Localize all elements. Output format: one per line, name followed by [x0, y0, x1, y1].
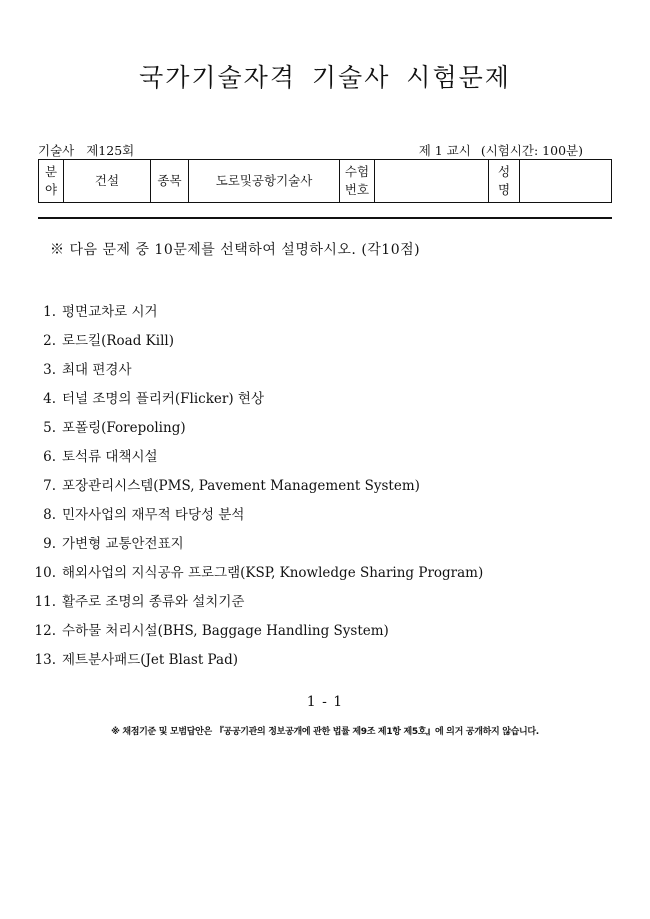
header-divider: [38, 217, 612, 219]
question-item: [38, 506, 483, 535]
field-label-cell: [39, 160, 64, 203]
question-text: 토석류 대책시설: [62, 449, 158, 465]
question-item: [38, 361, 483, 390]
question-text: 활주로 조명의 종류와 설치기준: [62, 594, 245, 610]
disclosure-footnote: ※ 채점기준 및 모범답안은 『공공기관의 정보공개에 관한 법률 제9조 제1항 제5호』에 의거 공개하지 않습니다.: [111, 727, 539, 737]
question-item: [38, 303, 483, 332]
question-number: 4.: [43, 391, 56, 407]
page-number: 1 - 1: [306, 694, 344, 710]
question-list: [34, 303, 484, 680]
question-item: [38, 535, 483, 564]
name-label-cell: [489, 160, 520, 203]
question-number: 1.: [43, 304, 56, 320]
question-number: 10.: [34, 565, 56, 581]
field-label-line-2: 야: [44, 182, 58, 197]
question-number: 7.: [43, 478, 56, 494]
question-item: [34, 651, 483, 680]
exam-number-label-line-2: 번호: [344, 182, 370, 197]
exam-number-label-cell: [340, 160, 375, 203]
question-text: 평면교차로 시거: [62, 304, 158, 320]
exam-title: 국가기술자격 기술사 시험문제: [139, 63, 511, 92]
question-number: 5.: [43, 420, 56, 436]
question-item: [34, 622, 483, 651]
question-text: 민자사업의 재무적 타당성 분석: [62, 507, 245, 523]
question-number: 9.: [43, 536, 56, 552]
question-item: [38, 448, 483, 477]
name-value-cell: [520, 160, 612, 203]
question-text: 가변형 교통안전표지: [62, 536, 184, 552]
question-item: [38, 332, 483, 361]
category-label-cell: 종목: [151, 160, 189, 203]
question-item: [34, 593, 483, 622]
category-value-cell: 도로및공항기술사: [189, 160, 340, 203]
instruction-text: ※ 다음 문제 중 10문제를 선택하여 설명하시오. (각10점): [50, 242, 421, 258]
question-text: 로드킬(Road Kill): [62, 333, 174, 349]
question-text: 포폴링(Forepoling): [62, 420, 186, 436]
exam-number-label-line-1: 수험: [344, 164, 370, 179]
exam-info-row: [38, 141, 583, 159]
exam-grade: 기술사: [38, 143, 75, 158]
question-text: 터널 조명의 플리커(Flicker) 현상: [62, 391, 265, 407]
question-item: [38, 419, 483, 448]
exam-round: 제125회: [86, 143, 135, 158]
question-number: 8.: [43, 507, 56, 523]
question-number: 13.: [34, 652, 56, 668]
question-item: [38, 390, 483, 419]
question-number: 11.: [34, 594, 56, 610]
question-number: 3.: [43, 362, 56, 378]
question-text: 포장관리시스템(PMS, Pavement Management System): [62, 478, 420, 494]
exam-header-table: [38, 159, 612, 203]
name-label-line-1: 성: [497, 164, 511, 179]
exam-period: 제 1 교시: [418, 143, 471, 158]
question-text: 수하물 처리시설(BHS, Baggage Handling System): [62, 623, 389, 639]
exam-time: (시험시간: 100분): [480, 143, 583, 158]
question-text: 해외사업의 지식공유 프로그램(KSP, Knowledge Sharing Program): [62, 565, 484, 581]
question-item: [38, 477, 483, 506]
question-number: 6.: [43, 449, 56, 465]
question-item: [34, 564, 484, 593]
exam-number-value-cell: [375, 160, 489, 203]
question-number: 12.: [34, 623, 56, 639]
question-number: 2.: [43, 333, 56, 349]
name-label-line-2: 명: [497, 182, 511, 197]
exam-grade-round: [38, 141, 134, 159]
field-label-line-1: 분: [44, 164, 58, 179]
question-text: 제트분사패드(Jet Blast Pad): [62, 652, 238, 668]
question-text: 최대 편경사: [62, 362, 132, 378]
field-value-cell: 건설: [64, 160, 151, 203]
exam-period-time: [419, 141, 583, 159]
